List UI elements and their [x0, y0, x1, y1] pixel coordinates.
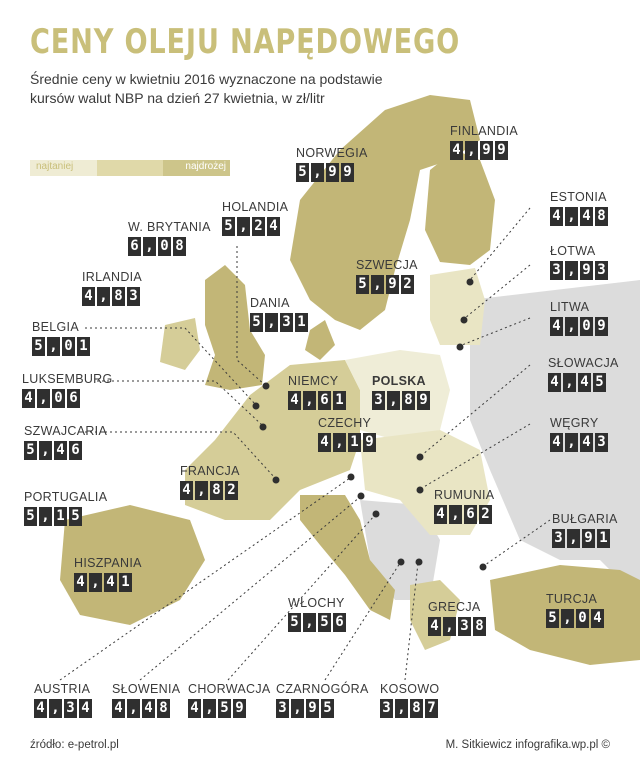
price-digit: 2 — [401, 275, 414, 294]
country-name: SŁOWACJA — [548, 356, 619, 370]
country-grecja — [428, 600, 488, 636]
dot-lotwa — [461, 317, 468, 324]
price-digit: 3 — [595, 261, 608, 280]
country-hiszpania — [74, 556, 142, 592]
dot-szwajcaria — [273, 477, 280, 484]
price-digit: 4 — [434, 505, 447, 524]
country-name: LITWA — [550, 300, 590, 314]
price-digit: 4 — [74, 573, 87, 592]
price-digit: 3 — [64, 699, 77, 718]
price-box — [222, 217, 282, 236]
dot-luksemburg — [260, 424, 267, 431]
price-digit: 4 — [267, 217, 280, 236]
price-digit: 6 — [69, 441, 82, 460]
price-digit: 1 — [54, 507, 67, 526]
price-box — [548, 373, 608, 392]
dot-chorwacja — [373, 511, 380, 518]
price-digit: 4 — [188, 699, 201, 718]
price-digit: , — [387, 391, 400, 410]
price-digit: 6 — [464, 505, 477, 524]
price-digit: 4 — [318, 433, 331, 452]
price-box — [34, 699, 94, 718]
price-digit: , — [303, 613, 316, 632]
country-slowenia — [112, 682, 180, 718]
price-digit: , — [303, 391, 316, 410]
country-name: ESTONIA — [550, 190, 607, 204]
price-box — [434, 505, 494, 524]
price-digit: 8 — [112, 287, 125, 306]
price-digit: 4 — [288, 391, 301, 410]
price-digit: 4 — [104, 573, 117, 592]
country-name: SZWECJA — [356, 258, 418, 272]
price-digit: 3 — [458, 617, 471, 636]
price-box — [276, 699, 336, 718]
price-digit: 4 — [22, 389, 35, 408]
price-digit: 4 — [578, 373, 591, 392]
country-name: HOLANDIA — [222, 200, 289, 214]
price-digit: 9 — [363, 433, 376, 452]
country-estonia — [550, 190, 610, 226]
price-digit: 9 — [480, 141, 493, 160]
country-name: FRANCJA — [180, 464, 240, 478]
price-box — [22, 389, 82, 408]
dot-austria — [348, 474, 355, 481]
price-box — [550, 207, 610, 226]
price-digit: , — [37, 389, 50, 408]
price-digit: 0 — [158, 237, 171, 256]
country-name: PORTUGALIA — [24, 490, 108, 504]
price-digit: 2 — [479, 505, 492, 524]
country-name: LUKSEMBURG — [22, 372, 113, 386]
price-digit: 3 — [550, 261, 563, 280]
price-digit: 8 — [410, 699, 423, 718]
price-digit: , — [39, 441, 52, 460]
price-digit: 0 — [62, 337, 75, 356]
price-digit: 6 — [318, 391, 331, 410]
price-digit: 5 — [24, 507, 37, 526]
price-box — [552, 529, 612, 548]
price-digit: 8 — [402, 391, 415, 410]
price-digit: , — [465, 141, 478, 160]
country-name: IRLANDIA — [82, 270, 143, 284]
country-name: SŁOWENIA — [112, 682, 181, 696]
price-digit: 0 — [580, 317, 593, 336]
country-kosowo — [380, 682, 440, 718]
price-box — [188, 699, 248, 718]
country-dania — [250, 296, 310, 332]
country-czarnogora — [276, 682, 369, 718]
price-digit: , — [563, 373, 576, 392]
price-box — [288, 613, 348, 632]
dot-kosowo — [416, 559, 423, 566]
legend-low-label: najtaniej — [36, 161, 74, 172]
country-name: WĘGRY — [550, 416, 599, 430]
price-box — [318, 433, 378, 452]
country-wegry — [550, 416, 610, 452]
price-digit: 4 — [550, 433, 563, 452]
country-name: NORWEGIA — [296, 146, 368, 160]
country-name: GRECJA — [428, 600, 481, 614]
price-digit: 6 — [333, 613, 346, 632]
source-credit: źródło: e-petrol.pl — [30, 739, 119, 751]
dot-czarnogora — [398, 559, 405, 566]
price-box — [356, 275, 416, 294]
price-box — [250, 313, 310, 332]
price-digit: 0 — [576, 609, 589, 628]
price-digit: 4 — [450, 141, 463, 160]
country-name: DANIA — [250, 296, 290, 310]
price-digit: , — [237, 217, 250, 236]
price-digit: 2 — [225, 481, 238, 500]
country-lotwa — [550, 244, 610, 280]
price-digit: 3 — [280, 313, 293, 332]
price-digit: 5 — [222, 217, 235, 236]
price-digit: 5 — [32, 337, 45, 356]
price-box — [550, 317, 610, 336]
country-name: CZECHY — [318, 416, 372, 430]
dot-slowenia — [358, 493, 365, 500]
price-digit: 4 — [34, 699, 47, 718]
country-name: CZARNOGÓRA — [276, 682, 369, 696]
price-digit: 8 — [595, 207, 608, 226]
price-box — [32, 337, 92, 356]
country-name: RUMUNIA — [434, 488, 495, 502]
country-austria — [34, 682, 94, 718]
price-legend — [30, 160, 230, 176]
price-digit: 4 — [548, 373, 561, 392]
price-box — [24, 441, 84, 460]
price-digit: 5 — [321, 699, 334, 718]
price-digit: , — [143, 237, 156, 256]
country-polska — [372, 374, 432, 410]
country-niemcy — [288, 374, 348, 410]
price-digit: 5 — [593, 373, 606, 392]
price-digit: 4 — [82, 287, 95, 306]
price-digit: , — [371, 275, 384, 294]
dot-wegry — [417, 487, 424, 494]
price-digit: 1 — [597, 529, 610, 548]
price-digit: 1 — [348, 433, 361, 452]
price-box — [372, 391, 432, 410]
price-box — [428, 617, 488, 636]
price-box — [180, 481, 240, 500]
price-digit: , — [89, 573, 102, 592]
price-digit: 8 — [210, 481, 223, 500]
price-digit: 2 — [252, 217, 265, 236]
price-digit: 3 — [552, 529, 565, 548]
price-box — [550, 433, 610, 452]
country-chorwacja — [188, 682, 271, 718]
price-box — [288, 391, 348, 410]
country-bulgaria — [552, 512, 618, 548]
land-ireland — [160, 318, 200, 370]
country-belgia — [32, 320, 92, 356]
price-digit: 1 — [77, 337, 90, 356]
price-digit: , — [203, 699, 216, 718]
price-digit: 9 — [386, 275, 399, 294]
dot-holandia — [263, 383, 270, 390]
price-digit: 6 — [128, 237, 141, 256]
price-digit: 4 — [180, 481, 193, 500]
price-digit: 5 — [69, 507, 82, 526]
price-digit: 4 — [550, 207, 563, 226]
price-digit: , — [39, 507, 52, 526]
page-title: CENY OLEJU NAPĘDOWEGO — [30, 22, 461, 62]
price-digit: 0 — [52, 389, 65, 408]
price-digit: 9 — [326, 163, 339, 182]
price-digit: 3 — [276, 699, 289, 718]
country-finlandia — [450, 124, 518, 160]
price-digit: 4 — [580, 433, 593, 452]
legend-high-label: najdrożej — [185, 161, 226, 172]
price-digit: , — [291, 699, 304, 718]
price-digit: 7 — [425, 699, 438, 718]
price-digit: 9 — [595, 317, 608, 336]
price-digit: , — [333, 433, 346, 452]
subtitle-line-2: kursów walut NBP na dzień 27 kwietnia, w zł/litr — [30, 90, 325, 106]
price-digit: 8 — [157, 699, 170, 718]
price-digit: , — [311, 163, 324, 182]
subtitle-line-1: Średnie ceny w kwietniu 2016 wyznaczone na podstawie — [30, 71, 383, 87]
price-digit: 9 — [306, 699, 319, 718]
country-holandia — [222, 200, 288, 236]
country-name: AUSTRIA — [34, 682, 91, 696]
price-digit: 9 — [233, 699, 246, 718]
price-digit: 3 — [595, 433, 608, 452]
country-luksemburg — [22, 372, 113, 408]
price-digit: 4 — [79, 699, 92, 718]
price-digit: , — [97, 287, 110, 306]
dot-slowacja — [417, 454, 424, 461]
price-digit: 1 — [119, 573, 132, 592]
price-digit: 5 — [288, 613, 301, 632]
price-digit: 4 — [142, 699, 155, 718]
price-digit: , — [443, 617, 456, 636]
country-name: ŁOTWA — [550, 244, 596, 258]
price-digit: 5 — [218, 699, 231, 718]
price-digit: , — [561, 609, 574, 628]
price-digit: , — [565, 317, 578, 336]
legend-swatch-mid — [97, 160, 164, 176]
country-slowacja — [548, 356, 619, 392]
price-digit: , — [47, 337, 60, 356]
price-box — [128, 237, 188, 256]
country-name: WŁOCHY — [288, 596, 345, 610]
price-digit: 4 — [54, 441, 67, 460]
author-credit: M. Sitkiewicz infografika.wp.pl © — [445, 739, 610, 751]
country-szwecja — [356, 258, 418, 294]
price-digit: , — [49, 699, 62, 718]
price-digit: 5 — [356, 275, 369, 294]
price-box — [546, 609, 606, 628]
country-litwa — [550, 300, 610, 336]
price-digit: 5 — [24, 441, 37, 460]
subtitle — [30, 70, 450, 108]
price-box — [450, 141, 510, 160]
country-name: BELGIA — [32, 320, 79, 334]
price-digit: , — [127, 699, 140, 718]
price-digit: , — [565, 261, 578, 280]
country-name: POLSKA — [372, 374, 426, 388]
price-digit: 1 — [333, 391, 346, 410]
price-digit: 4 — [428, 617, 441, 636]
country-wlochy — [288, 596, 348, 632]
price-box — [550, 261, 610, 280]
price-digit: 4 — [112, 699, 125, 718]
dot-litwa — [457, 344, 464, 351]
price-box — [82, 287, 142, 306]
price-digit: 5 — [546, 609, 559, 628]
price-digit: 5 — [250, 313, 263, 332]
country-rumunia — [434, 488, 494, 524]
country-irlandia — [82, 270, 142, 306]
price-box — [24, 507, 84, 526]
price-digit: 9 — [582, 529, 595, 548]
land-finland — [425, 150, 495, 265]
price-digit: , — [265, 313, 278, 332]
price-digit: 3 — [380, 699, 393, 718]
price-digit: 9 — [580, 261, 593, 280]
country-name: KOSOWO — [380, 682, 440, 696]
dot-belgia — [253, 403, 260, 410]
price-digit: 1 — [295, 313, 308, 332]
price-digit: 4 — [591, 609, 604, 628]
price-digit: 6 — [67, 389, 80, 408]
country-francja — [180, 464, 240, 500]
price-digit: , — [567, 529, 580, 548]
price-digit: 9 — [417, 391, 430, 410]
country-name: FINLANDIA — [450, 124, 518, 138]
price-digit: , — [195, 481, 208, 500]
price-digit: , — [395, 699, 408, 718]
price-digit: 9 — [341, 163, 354, 182]
price-digit: , — [565, 433, 578, 452]
price-box — [296, 163, 356, 182]
price-digit: 8 — [173, 237, 186, 256]
price-digit: , — [565, 207, 578, 226]
dot-bulgaria — [480, 564, 487, 571]
country-name: HISZPANIA — [74, 556, 142, 570]
country-name: W. BRYTANIA — [128, 220, 211, 234]
price-digit: , — [449, 505, 462, 524]
price-digit: 4 — [580, 207, 593, 226]
country-portugalia — [24, 490, 107, 526]
price-digit: 3 — [372, 391, 385, 410]
country-name: SZWAJCARIA — [24, 424, 108, 438]
country-turcja — [546, 592, 606, 628]
country-name: CHORWACJA — [188, 682, 271, 696]
dot-estonia — [467, 279, 474, 286]
country-name: TURCJA — [546, 592, 598, 606]
price-digit: 4 — [550, 317, 563, 336]
price-digit: 8 — [473, 617, 486, 636]
country-name: BUŁGARIA — [552, 512, 618, 526]
price-box — [74, 573, 134, 592]
price-box — [112, 699, 172, 718]
country-norwegia — [296, 146, 368, 182]
price-digit: 9 — [495, 141, 508, 160]
price-box — [380, 699, 440, 718]
country-wbrytania — [128, 220, 211, 256]
country-name: NIEMCY — [288, 374, 339, 388]
country-szwajcaria — [24, 424, 107, 460]
land-baltics — [430, 268, 485, 345]
price-digit: 3 — [127, 287, 140, 306]
price-digit: 5 — [296, 163, 309, 182]
country-czechy — [318, 416, 378, 452]
price-digit: 5 — [318, 613, 331, 632]
